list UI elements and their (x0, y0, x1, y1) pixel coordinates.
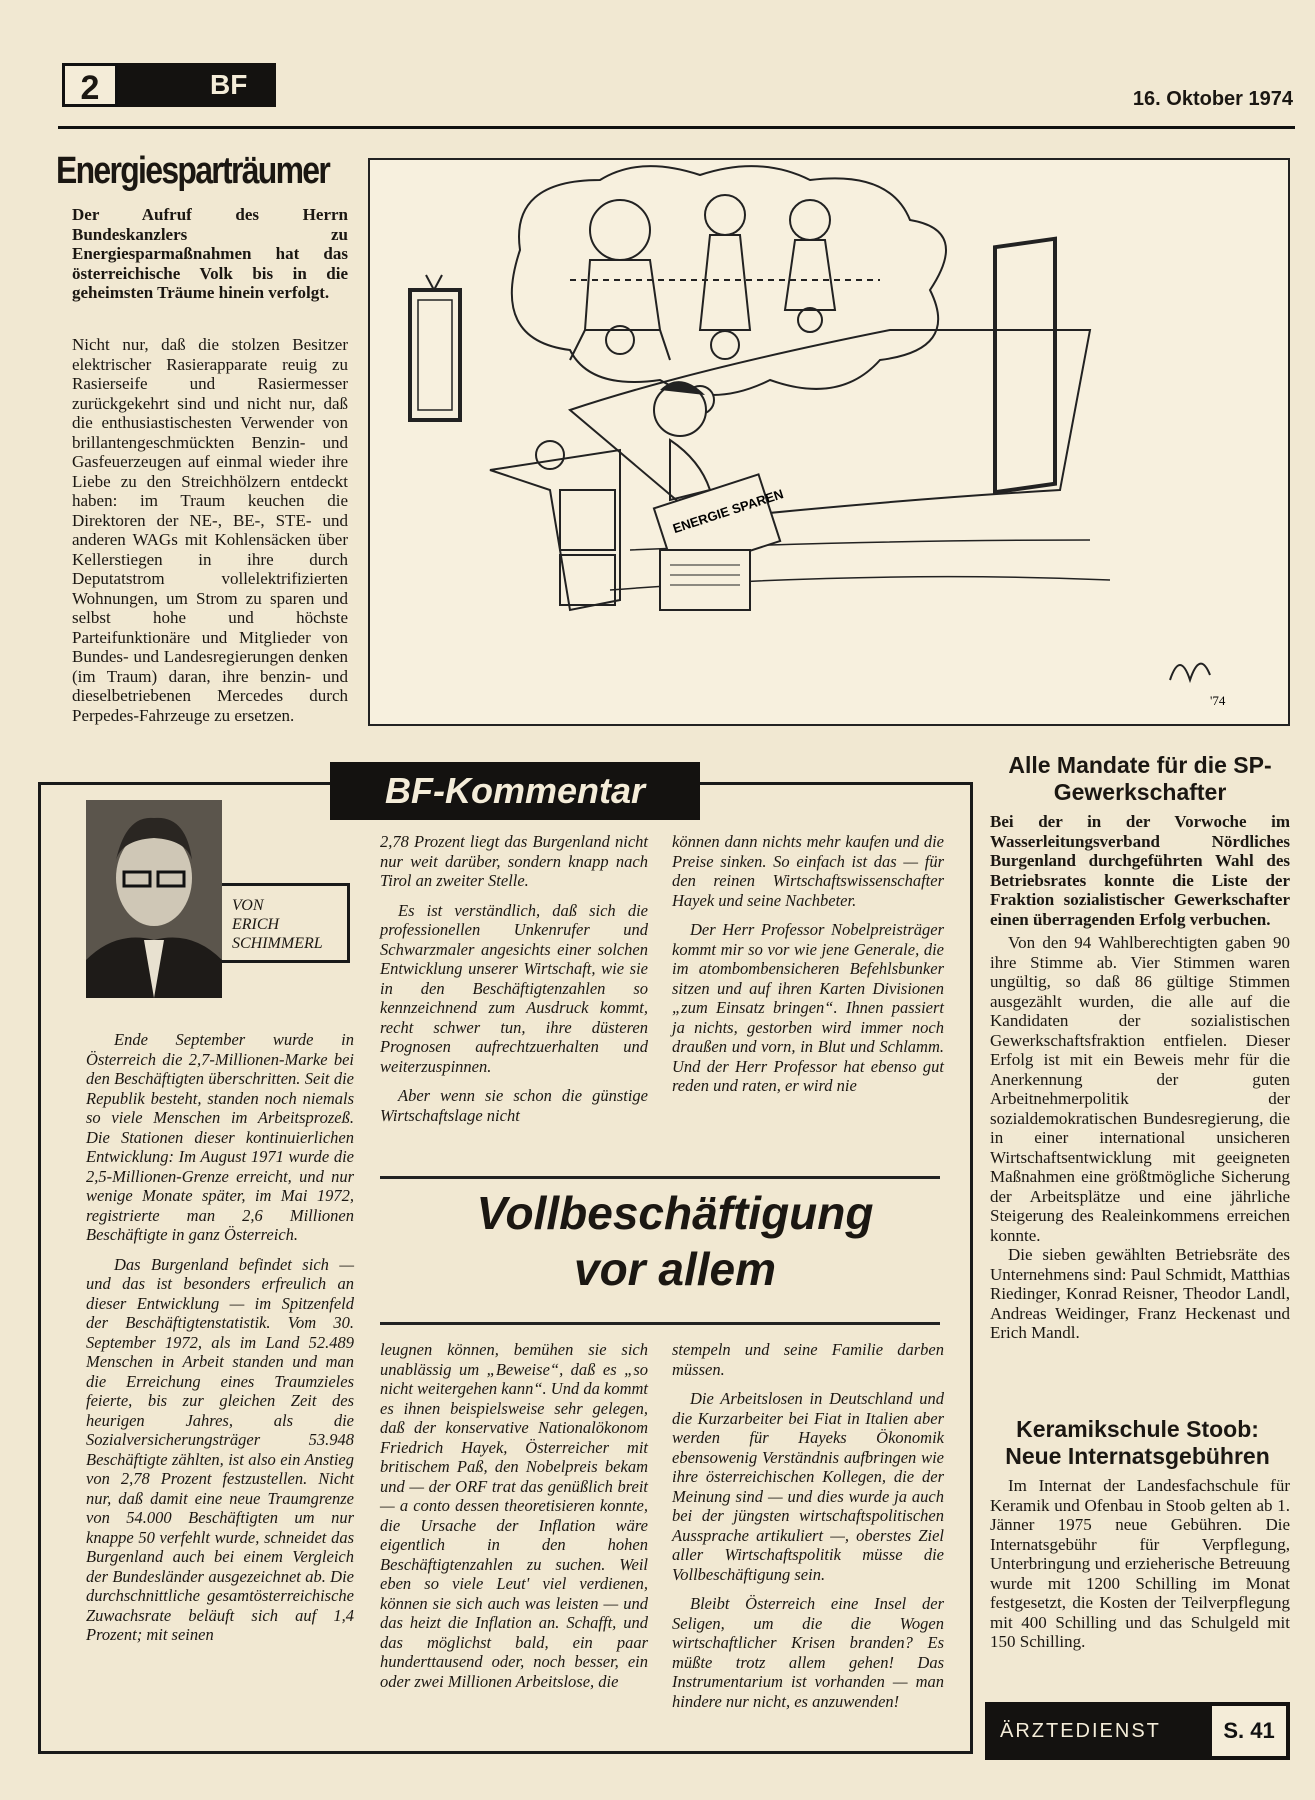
kommentar-col2b-p1: leugnen können, bemühen sie sich unablässig um „Beweise“, daß es „so nicht weitergehen kann“. Und da kommt es ihnen beispielsweise sehr gelegen, daß der konservative Nationalökonom Friedrich Hayek, Österreicher mit britischem Paß, den Nobelpreis bekam und — der ORF trat das genüßlich breit — a conto dessen theoretisieren konnte, die Ursache der Inflation wäre eigentlich in den hohen Beschäftigtenzahlen zu suchen. Weil eben so viele Leut' viel verdienen, können sie sich auch was leisten — und das heizt die Inflation an. Schafft, und das möglichst bald, ein paar hunderttausend oder, noch besser, ein oder zwei Millionen Arbeitslose, die (380, 1340, 648, 1691)
keramik-p1: Im Internat der Landesfachschule für Keramik und Ofenbau in Stoob gelten ab 1. Jänner 1975 neue Gebühren. Die Internatsgebühr für Verpflegung, Unterbringung und erzieherische Betreuung wurde mit 1200 Schilling im Monat festgesetzt, die Kosten der Teilverpflegung mit 400 Schilling und das Schulgeld mit 150 Schilling. (990, 1476, 1290, 1651)
headline-line-1: Vollbeschäftigung (476, 1187, 874, 1239)
kommentar-col2-p2: Es ist verständlich, daß sich die professionellen Unkenrufer und Schwarzmaler angesichts einer solchen Entwicklung unserer Wirtschaft, wie sie in den Beschäftigtenzahlen so kennzeichnend zum Ausdruck kommt, recht schwer tun, ihre düsteren Prognosen aufrechtzuerhalten und weiterzuspinnen. (380, 900, 648, 1076)
kommentar-col3-p2: Der Herr Professor Nobelpreisträger kommt mir so vor wie jene Generale, die im atombombensicheren Befehlsbunker sitzen und auf ihren Karten Divisionen „zum Einsatz bringen“. Ihnen passiert ja nichts, gestorben wird immer noch draußen und vorn, in Blut und Schlamm. Und der Herr Professor hat ebenso gut reden und raten, er wird nie (672, 920, 944, 1095)
headline-rule-bottom (380, 1322, 940, 1325)
byline-name: ERICH SCHIMMERL (232, 916, 323, 952)
kommentar-col2b (380, 1340, 648, 1701)
author-photo (86, 800, 222, 998)
cartoon-illustration (368, 158, 1290, 726)
kommentar-col3 (672, 832, 944, 1106)
kommentar-col1 (86, 1030, 354, 1655)
kommentar-col3b-p1: stempeln und seine Familie darben müssen. (672, 1340, 944, 1379)
issue-date: 16. Oktober 1974 (1132, 88, 1293, 110)
kommentar-col3-p1: können dann nichts mehr kaufen und die Preise sinken. So einfach ist das — für den reinen Wirtschaftswissenschafter Hayek und seine Nachbeter. (672, 832, 944, 910)
kommentar-col3b-p3: Bleibt Österreich eine Insel der Seligen, um die die Wogen wirtschaftlicher Krisen branden? Es müßte trotz allem gehen! Das Instrumentarium ist vorhanden — man hindere nur nicht, es anzuwenden! (672, 1594, 944, 1711)
energie-lead: Der Aufruf des Herrn Bundeskanzlers zu Energiesparmaßnahmen hat das österreichische Volk bis in die geheimsten Träume hinein verfolgt. (72, 205, 348, 302)
kommentar-col3b-p2: Die Arbeitslosen in Deutschland und die Kurzarbeiter bei Fiat in Italien aber werden für Hayeks Ökonomik ebensowenig Verständnis aufbringen wie ihre österreichischen Kollegen, die der Meinung sind — und dies wurde ja auch bei der jüngsten wirtschaftspolitischen Aussprache artikuliert —, oberstes Ziel aller Wirtschaftspolitik müsse die Vollbeschäftigung sein. (672, 1389, 944, 1584)
header-rule (58, 126, 1295, 129)
headline-rule-top (380, 1176, 940, 1179)
kommentar-col2-p3: Aber wenn sie schon die günstige Wirtschaftslage nicht (380, 1086, 648, 1125)
kommentar-col3b (672, 1340, 944, 1721)
kommentar-headline (380, 1185, 970, 1297)
byline-von: VON (232, 897, 264, 914)
mandate-lead: Bei der in der Vorwoche im Wasserleitungsverband Nördliches Burgenland durchgeführten Wahl des Betriebsrates konnte die Liste der Fraktion sozialistischer Gewerkschafter einen überragenden Erfolg verbuchen. (990, 812, 1290, 929)
byline (222, 883, 350, 963)
kommentar-tag: BF-Kommentar (330, 762, 700, 820)
cartoon-signature: '74 (1210, 693, 1226, 708)
kommentar-col2-p1: 2,78 Prozent liegt das Burgenland nicht nur weit darüber, sondern knapp nach Tirol an zweiter Stelle. (380, 832, 648, 890)
mandate-p2: Die sieben gewählten Betriebsräte des Unternehmens sind: Paul Schmidt, Matthias Riedinger, Konrad Reisner, Theodor Landl, Andreas Weidinger, Franz Heckenast und Erich Mandl. (990, 1245, 1290, 1342)
aerztedienst-label: ÄRZTEDIENST (1000, 1720, 1161, 1742)
brand-bar: BF (118, 63, 276, 107)
page-number: 2 (62, 63, 118, 107)
keramik-article (990, 1476, 1290, 1652)
energie-body: Nicht nur, daß die stolzen Besitzer elektrischer Rasierapparate reuig zu Rasierseife und Rasiermesser zurückgekehrt sind und nicht nur, daß die enthusiastischesten Verwender von brillantengeschmückten Benzin- und Gasfeuerzeugen auf einmal wieder ihre Liebe zu den Streichhölzern entdeckt haben: im Traum keuchen die Direktoren der NE-, BE-, STE- und anderen WAGs mit Kohlensäcken über Kellerstiegen in ihre durch Deputatstrom vollelektrifizierten Wohnungen, um Strom zu sparen und selbst hohe und höchste Parteifunktionäre und Mitglieder von Bundes- und Landesregierungen denken (im Traum) daran, ihre benzin- und dieselbetriebenen Mercedes durch Perpedes-Fahrzeuge zu ersetzen. (72, 335, 348, 725)
aerztedienst-page-ref: S. 41 (1212, 1706, 1286, 1756)
mandate-p1: Von den 94 Wahlberechtigten gaben 90 ihre Stimme ab. Vier Stimmen waren ungültig, so daß 86 gültige Stimmen ausgezählt wurden, die alle auf die Kandidaten der sozialistischen Gewerkschaftsfraktion entfielen. Dieser Erfolg ist mit ein Beweis mehr für die Anerkennung der guten Arbeitnehmerpolitik der sozialdemokratischen Bundesregierung, die in einer international unsicheren Wirtschaftsentwicklung mit geeigneten Maßnahmen eine größtmögliche Sicherung der Arbeitsplätze und eine jährliche Steigerung des Realeinkommens erreichen konnte. (990, 933, 1290, 1245)
headline-line-2: vor allem (574, 1243, 776, 1295)
mandate-title: Alle Mandate für die SP-Gewerkschafter (1008, 752, 1272, 805)
kommentar-col1-p2: Das Burgenland befindet sich — und das ist besonders erfreulich an dieser Entwicklung — im Spitzenfeld der Beschäftigtenstatistik. Vom 30. September 1972, als im Land 52.489 Menschen in Arbeit standen und man die Erreichung eines Traumzieles feierte, bis zur gleichen Zeit des heurigen Jahres, als die Sozialversicherungsträger 53.948 Beschäftigte zählten, ist also ein Anstieg von 2,78 Prozent festzustellen. Nicht nur, daß damit eine neue Traumgrenze von 54.000 Beschäftigten um nur knappe 50 verfehlt wurde, schneidet das Burgenland auch bei einem Vergleich der Bundesländer ausgezeichnet ab. Die durchschnittliche gesamtösterreichische Zuwachsrate beläuft sich auf 1,4 Prozent; mit seinen (86, 1254, 354, 1644)
mandate-article (990, 812, 1290, 1343)
kommentar-col1-p1: Ende September wurde in Österreich die 2,7-Millionen-Marke bei den Beschäftigten überschritten. Seit die Republik besteht, standen noch niemals so viele Menschen im Arbeitsprozeß. Die Stationen dieser kontinuierlichen Entwicklung: Im August 1971 wurde die 2,5-Millionen-Grenze erreicht, und nur wenige Monate später, im Mai 1972, registrierte man 2,6 Millionen Beschäftigte in ganz Österreich. (86, 1030, 354, 1244)
energie-title: Energiesparträumer (56, 150, 330, 192)
keramik-title: Keramikschule Stoob: Neue Internatsgebühren (1005, 1416, 1270, 1469)
cartoon-newspaper-text: ENERGIE SPAREN (670, 486, 786, 537)
kommentar-col2 (380, 832, 648, 1135)
